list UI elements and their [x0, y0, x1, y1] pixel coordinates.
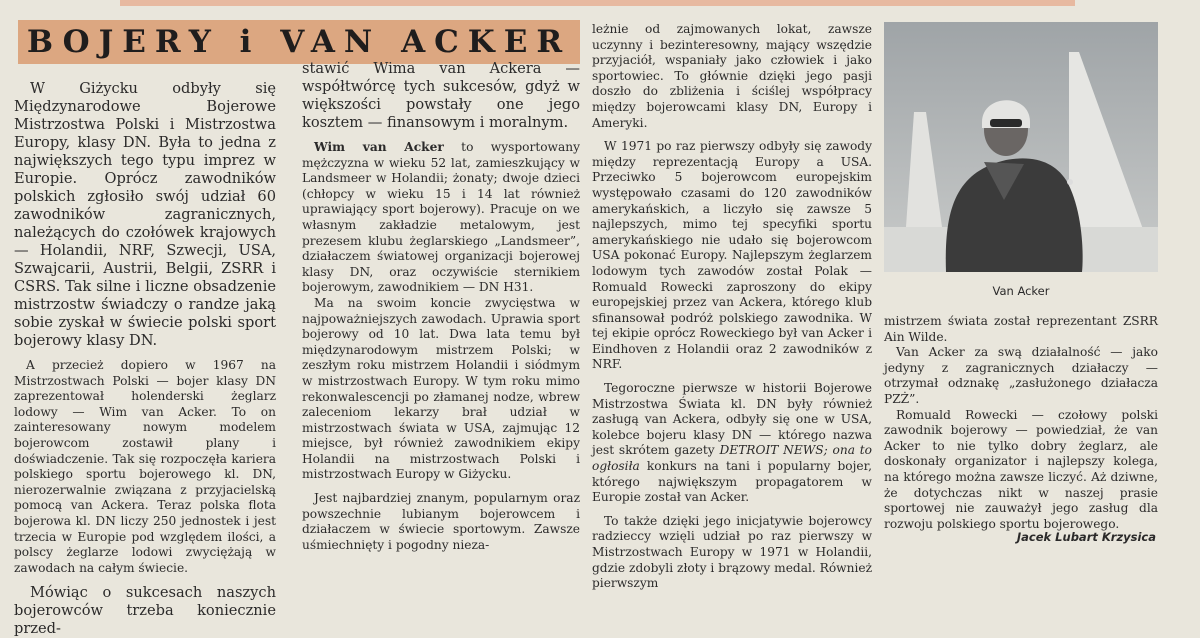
paragraph-continued: stawić Wima van Ackera — współtwórcę tych sukcesów, gdyż w większości powstały one jego kosztem — finansowym i moralnym.	[302, 60, 580, 131]
portrait-photo	[884, 22, 1158, 272]
author-byline: Jacek Lubart Krzysica	[1016, 530, 1156, 544]
bold-name: Wim van Acker	[314, 140, 444, 154]
paragraph-text: Tegoroczne pierwsze w historii Bojerowe Mistrzostwa Świata kl. DN były również zasługą van Ackera, odbyły się one w USA, kolebce bojeru klasy DN — którego nazwa jest skrótem gazety	[592, 381, 872, 458]
article-title: BOJERY i VAN ACKER	[26, 24, 572, 60]
paragraph-text: konkurs na tani i popularny bojer, którego największym propagatorem w Europie został van Acker.	[592, 459, 872, 505]
paragraph	[302, 140, 580, 296]
paragraph: A przecież dopiero w 1967 na Mistrzostwach Polski — bojer klasy DN zaprezentował holenderski żeglarz lodowy — Wim van Acker. To on zainteresowany nowym modelem bojerowcom zostawił plany i doświadczenie. Tak się rozpoczęła kariera polskiego sportu bojerowego kl. DN, nierozerwalnie związana z przyjacielską pomocą van Ackera. Teraz polska flota bojerowa kl. DN liczy 250 jednostek i jest trzecia w Europie pod względem ilości, a polscy żeglarze lodowi zwyciężają w zawodach na całym świecie.	[14, 358, 276, 575]
column-2	[302, 60, 580, 553]
paragraph-continued: mistrzem świata został reprezentant ZSRR Ain Wilde.	[884, 314, 1158, 344]
paragraph: Mówiąc o sukcesach naszych bojerowców trzeba koniecznie przed-	[14, 584, 276, 638]
headline-band	[18, 20, 580, 64]
photo-caption: Van Acker	[992, 284, 1050, 298]
paragraph: To także dzięki jego inicjatywie bojerowcy radzieccy wzięli udział po raz pierwszy w Mistrzostwach Europy w 1971 w Holandii, gdzie zdobyli złoty i brązowy medal. Również pierwszym	[592, 513, 872, 591]
paragraph: Jest najbardziej znanym, popularnym oraz powszechnie lubianym bojerowcem i działaczem w świecie sportowym. Zawsze uśmiechnięty i pogodny nieza-	[302, 491, 580, 552]
paragraph-continued: leżnie od zajmowanych lokat, zawsze uczynny i bezinteresowny, mający wszędzie przyjaciół, wspaniały jako człowiek i jako sportowiec. To głównie dzięki jego pasji doszło do zbliżenia i ściślej współpracy między bojerowcami klasy DN, Europy i Ameryki.	[592, 22, 872, 130]
paragraph: W 1971 po raz pierwszy odbyły się zawody między reprezentacją Europy a USA. Przeciwko 5 bojerowcom europejskim występowało czasami do 120 zawodników amerykańskich, a liczyło się zawsze 5 najlepszych, mimo tej specyfiki sportu amerykańskiego nie udało się bojerowcom USA pokonać Europy. Najlepszym żeglarzem lodowym tych zawodów został Polak — Romuald Rowecki zaproszony do ekipy europejskiej przez van Ackera, którego klub sfinansował podróż polskiego zawodnika. W tej ekipie oprócz Roweckiego był van Acker i Eindhoven z Holandii oraz 2 zawodników z NRF.	[592, 139, 872, 372]
paragraph	[592, 381, 872, 506]
paragraph: Van Acker za swą działalność — jako jedyny z zagranicznych działaczy — otrzymał odznakę „zasłużonego działacza PZŻ”.	[884, 345, 1158, 406]
intro-paragraph: W Giżycku odbyły się Międzynarodowe Bojerowe Mistrzostwa Polski i Mistrzostwa Europy, klasy DN. Była to jedna z największych tego typu imprez w Europie. Oprócz zawodników polskich zgłosiło swój udział 60 zawodników zagranicznych, należących do czołówek krajowych — Holandii, NRF, Szwecji, USA, Szwajcarii, Austrii, Belgii, ZSRR i CSRS. Tak silne i liczne obsadzenie mistrzostw świadczy o randze jaką sobie zyskał w świecie polski sport bojerowy klasy DN.	[14, 80, 276, 349]
top-color-strip	[120, 0, 1075, 6]
paragraph-text: to wysportowany mężczyzna w wieku 52 lat, zamieszkujący w Landsmeer w Holandii; żonaty; dwoje dzieci (chłopcy w wieku 15 i 14 lat również uprawiający sport bojerowy). Pracuje on we własnym zakładzie metalowym, jest prezesem klubu żeglarskiego „Landsmeer”, działaczem światowej organizacji bojerowej klasy DN, oraz oczywiście sternikiem bojerowym, zawodnikiem — DN H31.	[302, 140, 580, 295]
column-3	[592, 22, 872, 592]
paragraph: Ma na swoim koncie zwycięstwa w najpoważniejszych zawodach. Uprawia sport bojerowy od 10 lat. Dwa lata temu był międzynarodowym mistrzem Polski; w zeszłym roku mistrzem Holandii i siódmym w mistrzostwach Europy. W tym roku mimo rekonwalescencji po złamanej nodze, wbrew zaleceniom lekarzy brał udział w mistrzostwach świata w USA, zajmując 12 miejsce, był również zawodnikiem ekipy Holandii na mistrzostwach Polski i mistrzostwach Europy w Giżycku.	[302, 295, 580, 482]
paragraph: Romuald Rowecki — czołowy polski zawodnik bojerowy — powiedział, że van Acker to nie tylko dobry żeglarz, ale doskonały organizator i najlepszy kolega, na którego można zawsze liczyć. Aż dziwne, że dotychczas nikt w naszej prasie sportowej nie zauważył jego zasług dla rozwoju polskiego sportu bojerowego.	[884, 407, 1158, 531]
column-4	[884, 314, 1158, 532]
newspaper-name: DETROIT NEWS; ona to ogłosiła	[592, 443, 872, 474]
photo-illustration	[884, 22, 1158, 272]
column-1	[14, 80, 276, 638]
